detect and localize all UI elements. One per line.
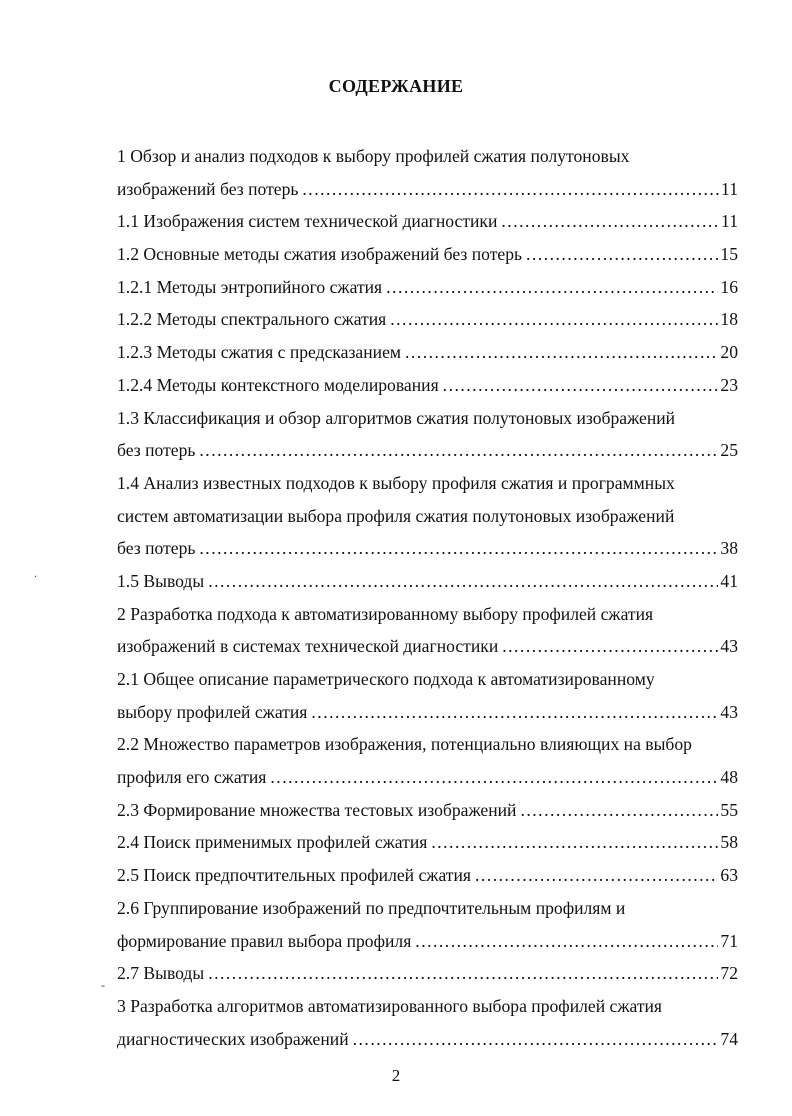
toc-entry-line-final (117, 957, 738, 990)
toc-dot-leader (443, 369, 719, 402)
toc-page-number: 63 (720, 865, 738, 886)
toc-entry (117, 663, 738, 728)
toc-page-number: 18 (720, 309, 738, 330)
toc-dot-leader (208, 565, 718, 598)
toc-entry-line-final (117, 761, 738, 794)
toc-entry-line (117, 500, 738, 533)
toc-entry-line (117, 663, 738, 696)
toc-entry-text: систем автоматизации выбора профиля сжатия полутоновых изображений (117, 505, 675, 526)
toc-entry (117, 271, 738, 304)
toc-dot-leader (475, 859, 718, 892)
toc-dot-leader (502, 630, 718, 663)
toc-page-number: 20 (720, 342, 738, 363)
toc-entry-text: 2.6 Группирование изображений по предпочтительным профилям и (117, 897, 626, 918)
toc-entry-line (117, 728, 738, 761)
toc-entry-line (117, 892, 738, 925)
toc-dot-leader (199, 434, 718, 467)
page-number: 2 (391, 1066, 401, 1085)
toc-page-number: 38 (720, 538, 738, 559)
toc-entry-text: 1.3 Классификация и обзор алгоритмов сжатия полутоновых изображений (117, 407, 676, 428)
toc-entry-text: 1.5 Выводы (117, 570, 205, 591)
toc-entry (117, 826, 738, 859)
toc-dot-leader (353, 1023, 719, 1056)
toc-entry (117, 794, 738, 827)
toc-page-number: 43 (720, 636, 738, 657)
toc-entry-text: 1.2 Основные методы сжатия изображений без потерь (117, 244, 523, 265)
toc-entry-text: 2.1 Общее описание параметрического подхода к автоматизированному (117, 669, 655, 689)
toc-entry (117, 892, 738, 957)
toc-dot-leader (199, 532, 718, 565)
toc-entry-text: 1.2.2 Методы спектрального сжатия (117, 309, 387, 330)
toc-dot-leader (520, 794, 718, 827)
toc-entry-text: 3 Разработка алгоритмов автоматизированного выбора профилей сжатия (117, 995, 663, 1016)
toc-entry (117, 205, 738, 238)
toc-entry-text: 1.4 Анализ известных подходов к выбору профиля сжатия и программных (117, 472, 675, 493)
toc-entry-line-final (117, 205, 738, 238)
scan-speck: . (34, 566, 37, 580)
toc-entry-line-final (117, 173, 738, 206)
table-of-contents (117, 140, 738, 1055)
toc-entry-text: выбору профилей сжатия (117, 701, 308, 722)
toc-page-number: 55 (720, 799, 738, 820)
toc-page-number: 11 (721, 178, 738, 199)
toc-entry-line-final (117, 336, 738, 369)
page-title: СОДЕРЖАНИЕ (328, 76, 464, 96)
toc-entry-text: 1.1 Изображения систем технической диагностики (117, 211, 498, 232)
toc-entry-line (117, 598, 738, 631)
toc-entry (117, 565, 738, 598)
toc-entry-text: изображений в системах технической диагностики (117, 636, 499, 657)
toc-dot-leader (431, 826, 718, 859)
toc-dot-leader (270, 761, 718, 794)
toc-page-number: 48 (720, 767, 738, 788)
toc-entry-line-final (117, 630, 738, 663)
toc-entry-text: 2 Разработка подхода к автоматизированному выбору профилей сжатия (117, 603, 654, 624)
toc-dot-leader (311, 696, 718, 729)
toc-entry (117, 140, 738, 205)
toc-page-number: 16 (720, 276, 738, 297)
toc-entry-line-final (117, 434, 738, 467)
toc-page-number: 72 (720, 963, 738, 984)
toc-entry-line-final (117, 826, 738, 859)
scan-speck: - (101, 978, 105, 992)
toc-entry-line-final (117, 532, 738, 565)
toc-entry (117, 369, 738, 402)
toc-dot-leader (526, 238, 718, 271)
toc-dot-leader (302, 173, 719, 206)
toc-entry-line (117, 402, 738, 435)
toc-entry-text: изображений без потерь (117, 178, 299, 199)
toc-entry-text: 2.7 Выводы (117, 963, 205, 984)
toc-page-number: 41 (720, 570, 738, 591)
toc-dot-leader (390, 303, 718, 336)
toc-entry-text: без потерь (117, 538, 196, 559)
toc-page-number: 71 (720, 930, 738, 951)
toc-entry-text: 1.2.1 Методы энтропийного сжатия (117, 276, 383, 297)
toc-entry-text: без потерь (117, 440, 196, 461)
toc-dot-leader (415, 925, 718, 958)
toc-entry-line-final (117, 925, 738, 958)
toc-entry-line-final (117, 1023, 738, 1056)
toc-entry-line-final (117, 696, 738, 729)
toc-entry-text: 1.2.3 Методы сжатия с предсказанием (117, 342, 402, 363)
toc-page-number: 25 (720, 440, 738, 461)
toc-entry (117, 303, 738, 336)
toc-entry (117, 467, 738, 565)
toc-dot-leader (405, 336, 718, 369)
toc-entry-line-final (117, 238, 738, 271)
toc-page-number: 23 (720, 374, 738, 395)
toc-entry-text: профиля его сжатия (117, 767, 267, 788)
toc-page-number: 74 (720, 1028, 738, 1049)
toc-entry-line-final (117, 271, 738, 304)
toc-page-number: 15 (720, 244, 738, 265)
toc-entry-text: 1 Обзор и анализ подходов к выбору профилей сжатия полутоновых (117, 146, 630, 166)
toc-entry (117, 859, 738, 892)
toc-entry-text: 2.4 Поиск применимых профилей сжатия (117, 832, 428, 853)
toc-entry (117, 728, 738, 793)
toc-entry (117, 238, 738, 271)
toc-entry-text: 2.5 Поиск предпочтительных профилей сжатия (117, 865, 471, 886)
toc-entry-line (117, 140, 738, 173)
toc-entry-line-final (117, 565, 738, 598)
toc-entry-text: диагностических изображений (117, 1028, 349, 1049)
toc-entry-line-final (117, 369, 738, 402)
toc-page-number: 11 (721, 211, 738, 232)
toc-entry (117, 957, 738, 990)
toc-entry (117, 990, 738, 1055)
toc-page-number: 58 (720, 832, 738, 853)
toc-dot-leader (501, 205, 719, 238)
toc-page-number: 43 (720, 701, 738, 722)
toc-entry (117, 598, 738, 663)
toc-entry-line-final (117, 794, 738, 827)
toc-entry-line (117, 990, 738, 1023)
toc-entry-text: формирование правил выбора профиля (117, 930, 412, 951)
toc-entry-text: 1.2.4 Методы контекстного моделирования (117, 374, 439, 395)
toc-dot-leader (208, 957, 718, 990)
toc-entry-line (117, 467, 738, 500)
toc-entry (117, 336, 738, 369)
toc-entry-line-final (117, 859, 738, 892)
toc-entry-text: 2.3 Формирование множества тестовых изображений (117, 799, 517, 820)
toc-dot-leader (386, 271, 718, 304)
toc-entry-line-final (117, 303, 738, 336)
toc-entry-text: 2.2 Множество параметров изображения, потенциально влияющих на выбор (117, 734, 692, 755)
toc-entry (117, 402, 738, 467)
